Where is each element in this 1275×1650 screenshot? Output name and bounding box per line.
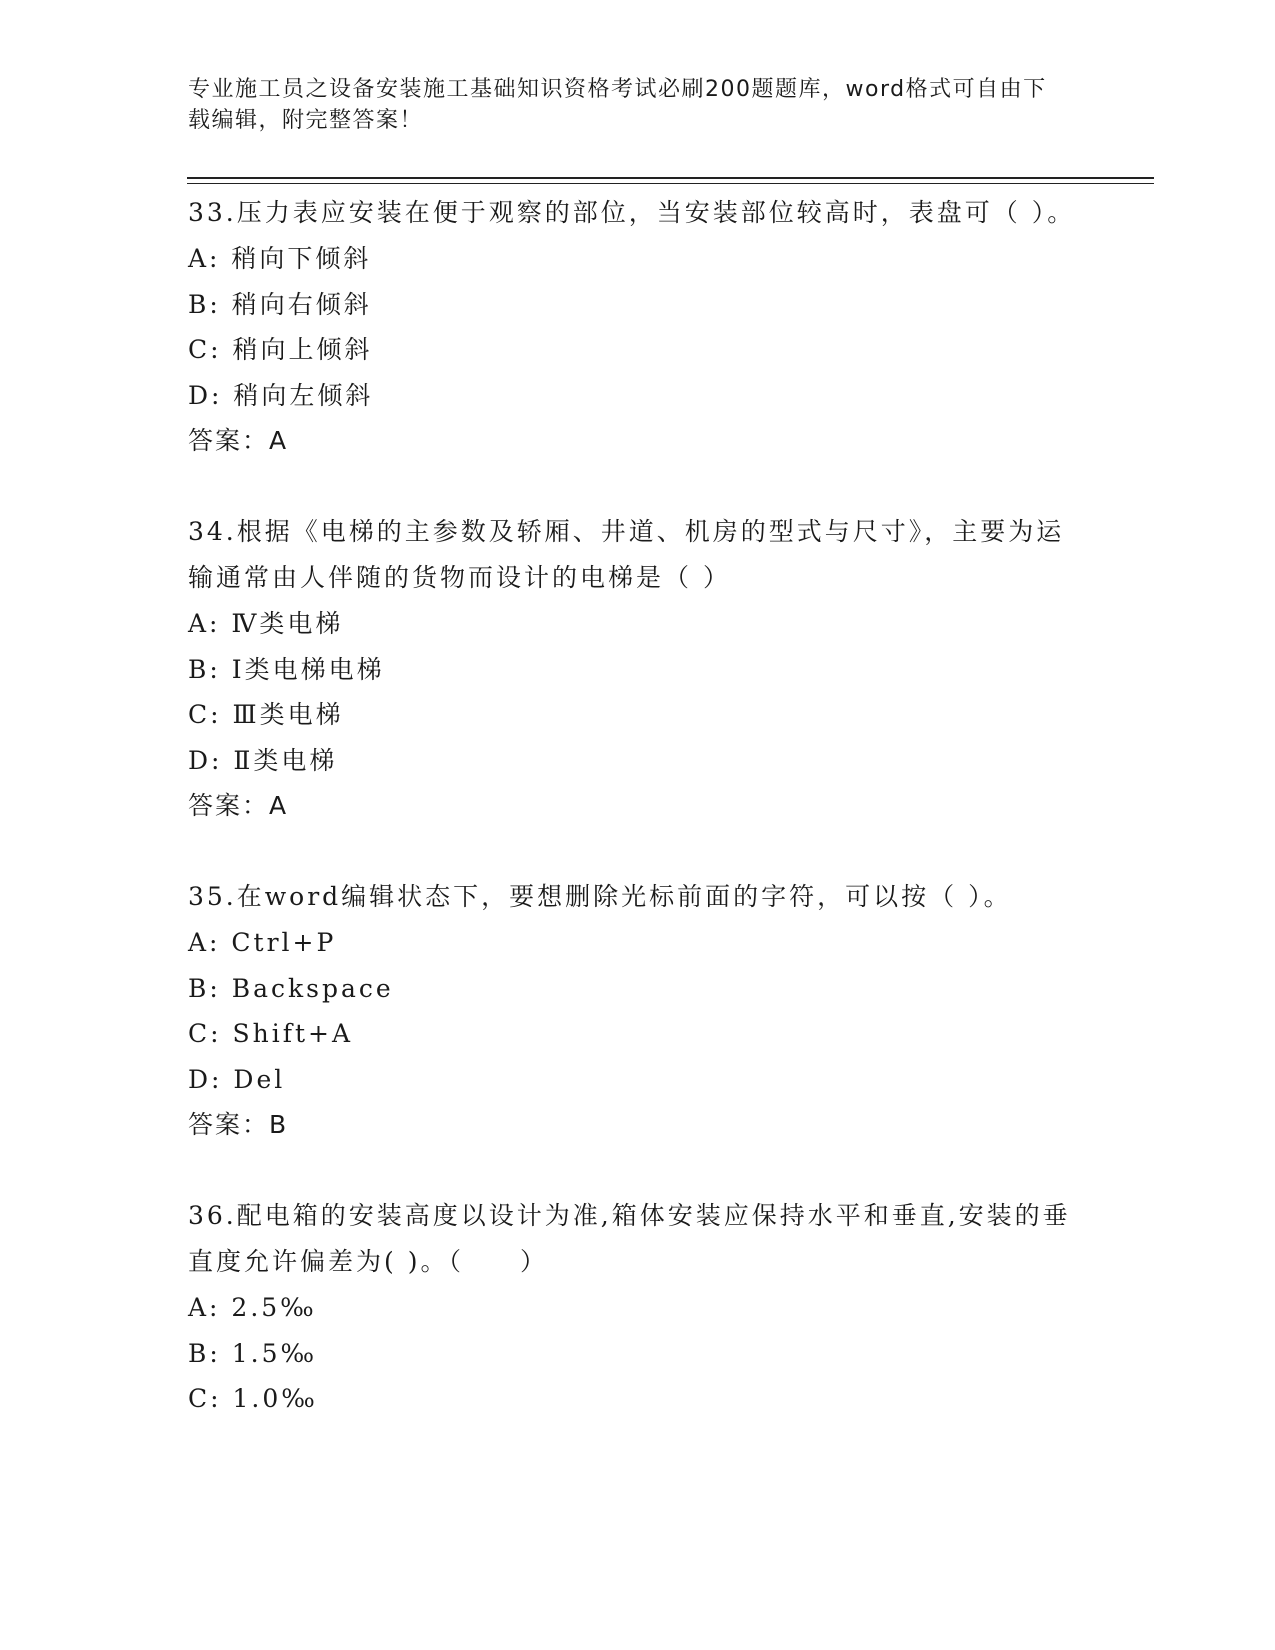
option-a: A: Ctrl+P <box>188 928 337 957</box>
answer-line: 答案：B <box>188 1110 289 1139</box>
option-b: B: 稍向右倾斜 <box>188 289 372 319</box>
question-stem: 36.配电箱的安装高度以设计为准,箱体安装应保持水平和垂直,安装的垂直度允许偏差为( )。（ ） <box>188 1201 1071 1276</box>
question-list <box>188 190 1088 1468</box>
question-stem: 35.在word编辑状态下，要想删除光标前面的字符，可以按（ ）。 <box>188 882 1012 911</box>
question-35 <box>188 874 1088 1147</box>
question-33 <box>188 190 1088 463</box>
question-stem: 34.根据《电梯的主参数及轿厢、井道、机房的型式与尺寸》，主要为运输通常由人伴随的货物而设计的电梯是（ ） <box>188 517 1065 592</box>
option-d: D: Del <box>188 1064 286 1094</box>
question-36 <box>188 1193 1088 1422</box>
option-b: B: 1.5‰ <box>188 1338 318 1368</box>
option-c: C: 稍向上倾斜 <box>188 335 373 364</box>
question-34 <box>188 509 1088 828</box>
option-a: A: Ⅳ类电梯 <box>188 609 344 638</box>
option-b: B: Ⅰ类电梯电梯 <box>188 654 385 684</box>
option-c: C: Shift+A <box>188 1019 354 1048</box>
header-divider-thick <box>187 177 1154 179</box>
option-c: C: 1.0‰ <box>188 1384 318 1413</box>
option-b: B: Backspace <box>188 973 394 1003</box>
answer-line: 答案：A <box>188 426 289 455</box>
header-divider-thin <box>187 183 1154 184</box>
option-d: D: 稍向左倾斜 <box>188 380 374 410</box>
document-header-title: 专业施工员之设备安装施工基础知识资格考试必刷200题题库，word格式可自由下载编辑，附完整答案！ <box>188 77 1047 133</box>
question-stem: 33.压力表应安装在便于观察的部位，当安装部位较高时，表盘可（ ）。 <box>188 198 1076 227</box>
option-a: A: 2.5‰ <box>188 1293 317 1322</box>
answer-line: 答案：A <box>188 791 289 820</box>
option-d: D: Ⅱ类电梯 <box>188 745 338 775</box>
option-c: C: Ⅲ类电梯 <box>188 700 344 729</box>
option-a: A: 稍向下倾斜 <box>188 244 372 273</box>
